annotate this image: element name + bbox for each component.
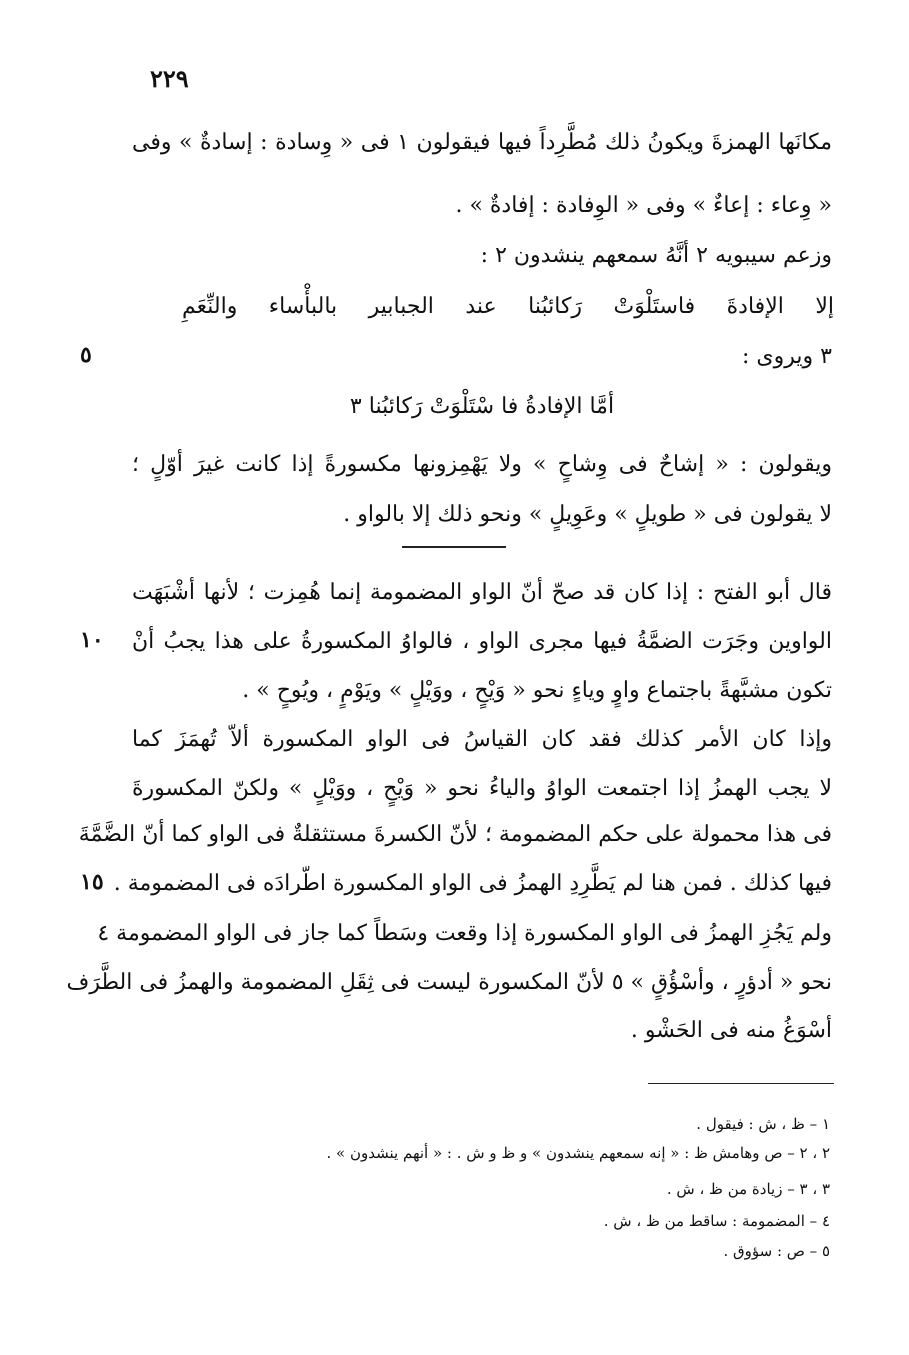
text-line: وزعم سيبويه ٢ أنَّهُ سمعهم ينشدون ٢ : (480, 243, 832, 268)
section-divider (402, 546, 506, 548)
verse-line: إلا الإفادةَ فاستَلْوَتْ رَكائبُنا عند الجبابير بالبأْساء والنِّعَمِ (182, 294, 834, 319)
text-line: الواوين وجَرَت الضمَّةُ فيها مجرى الواو ، فالواوُ المكسورةُ على هذا يجبُ أنْ (132, 629, 832, 654)
footnote-divider (648, 1083, 834, 1084)
footnote: ٤ – المضمومة : ساقط من ظ ، ش . (603, 1212, 830, 1230)
text-line: « وِعاء : إعاءٌ » وفى « الوِفادة : إفادةٌ » . (455, 193, 832, 218)
page-number: ٢٢٩ (150, 64, 189, 93)
footnote: ١ – ظ ، ش : فيقول . (696, 1115, 830, 1133)
line-number-margin: ١٠ (80, 627, 104, 653)
line-number-margin: ١٥ (80, 869, 104, 895)
text-line: لا يقولون فى « طويلٍ » وعَوِيلٍ » ونحو ذلك إلا بالواو . (343, 502, 832, 527)
text-line: قال أبو الفتح : إذا كان قد صحّ أنّ الواو المضمومة إنما هُمِزت ؛ لأنها أشْبَهَت (132, 580, 832, 605)
footnote: ٣ ، ٣ – زيادة من ظ ، ش . (666, 1180, 830, 1198)
text-line: نحو « أدؤرٍ ، وأسْؤُقٍ » ٥ لأنّ المكسورة ليست فى ثِقَلِ المضمومة والهمزُ فى الطَّرَف (66, 970, 832, 995)
text-line: تكون مشبَّهةً باجتماع واوٍ وياءٍ نحو « وَيْحٍ ، ووَيْلٍ » ويَوْمٍ ، ويُوحٍ » . (242, 678, 832, 703)
line-number-margin: ٥ (80, 342, 92, 368)
text-line: ويقولون : « إشاحٌ فى وِشاحٍ » ولا يَهْمِزونها مكسورةً إذا كانت غيرَ أوّلٍ ؛ (132, 452, 832, 477)
text-line: فيها كذلك . فمن هنا لم يَطَّرِدِ الهمزُ فى الواو المكسورة اطّرادَه فى المضمومة . (113, 871, 832, 896)
text-line: أسْوَغُ منه فى الحَشْو . (630, 1018, 832, 1043)
text-line: مكانَها الهمزةَ ويكونُ ذلك مُطَّرِداً فيها فيقولون ١ فى « وِسادة : إسادةٌ » وفى (132, 130, 832, 155)
verse-line: أمَّا الإفادةُ فا سْتَلْوَتْ رَكائبُنا ٣ (349, 394, 615, 419)
text-line: ٣ ويروى : (742, 344, 832, 369)
text-line: وإذا كان الأمر كذلك فقد كان القياسُ فى الواو المكسورة ألاّ تُهمَزَ كما (132, 727, 832, 752)
text-line: لا يجب الهمزُ إذا اجتمعت الواوُ والياءُ نحو « وَيْحٍ ، ووَيْلٍ » ولكنّ المكسورةَ (132, 776, 832, 801)
text-line: فى هذا محمولة على حكم المضمومة ؛ لأنّ الكسرةَ مستثقلةٌ فى الواو كما أنّ الضَّمَّةَ (78, 822, 832, 847)
footnote: ٥ – ص : سؤوق . (723, 1242, 830, 1260)
text-line: ولم يَجُزِ الهمزُ فى الواو المكسورة إذا وقعت وسَطاً كما جاز فى الواو المضمومة ٤ (97, 921, 832, 946)
footnote: ٢ ، ٢ – ص وهامش ظ : « إنه سمعهم ينشدون » و ظ و ش . : « أنهم ينشدون » . (326, 1144, 830, 1162)
